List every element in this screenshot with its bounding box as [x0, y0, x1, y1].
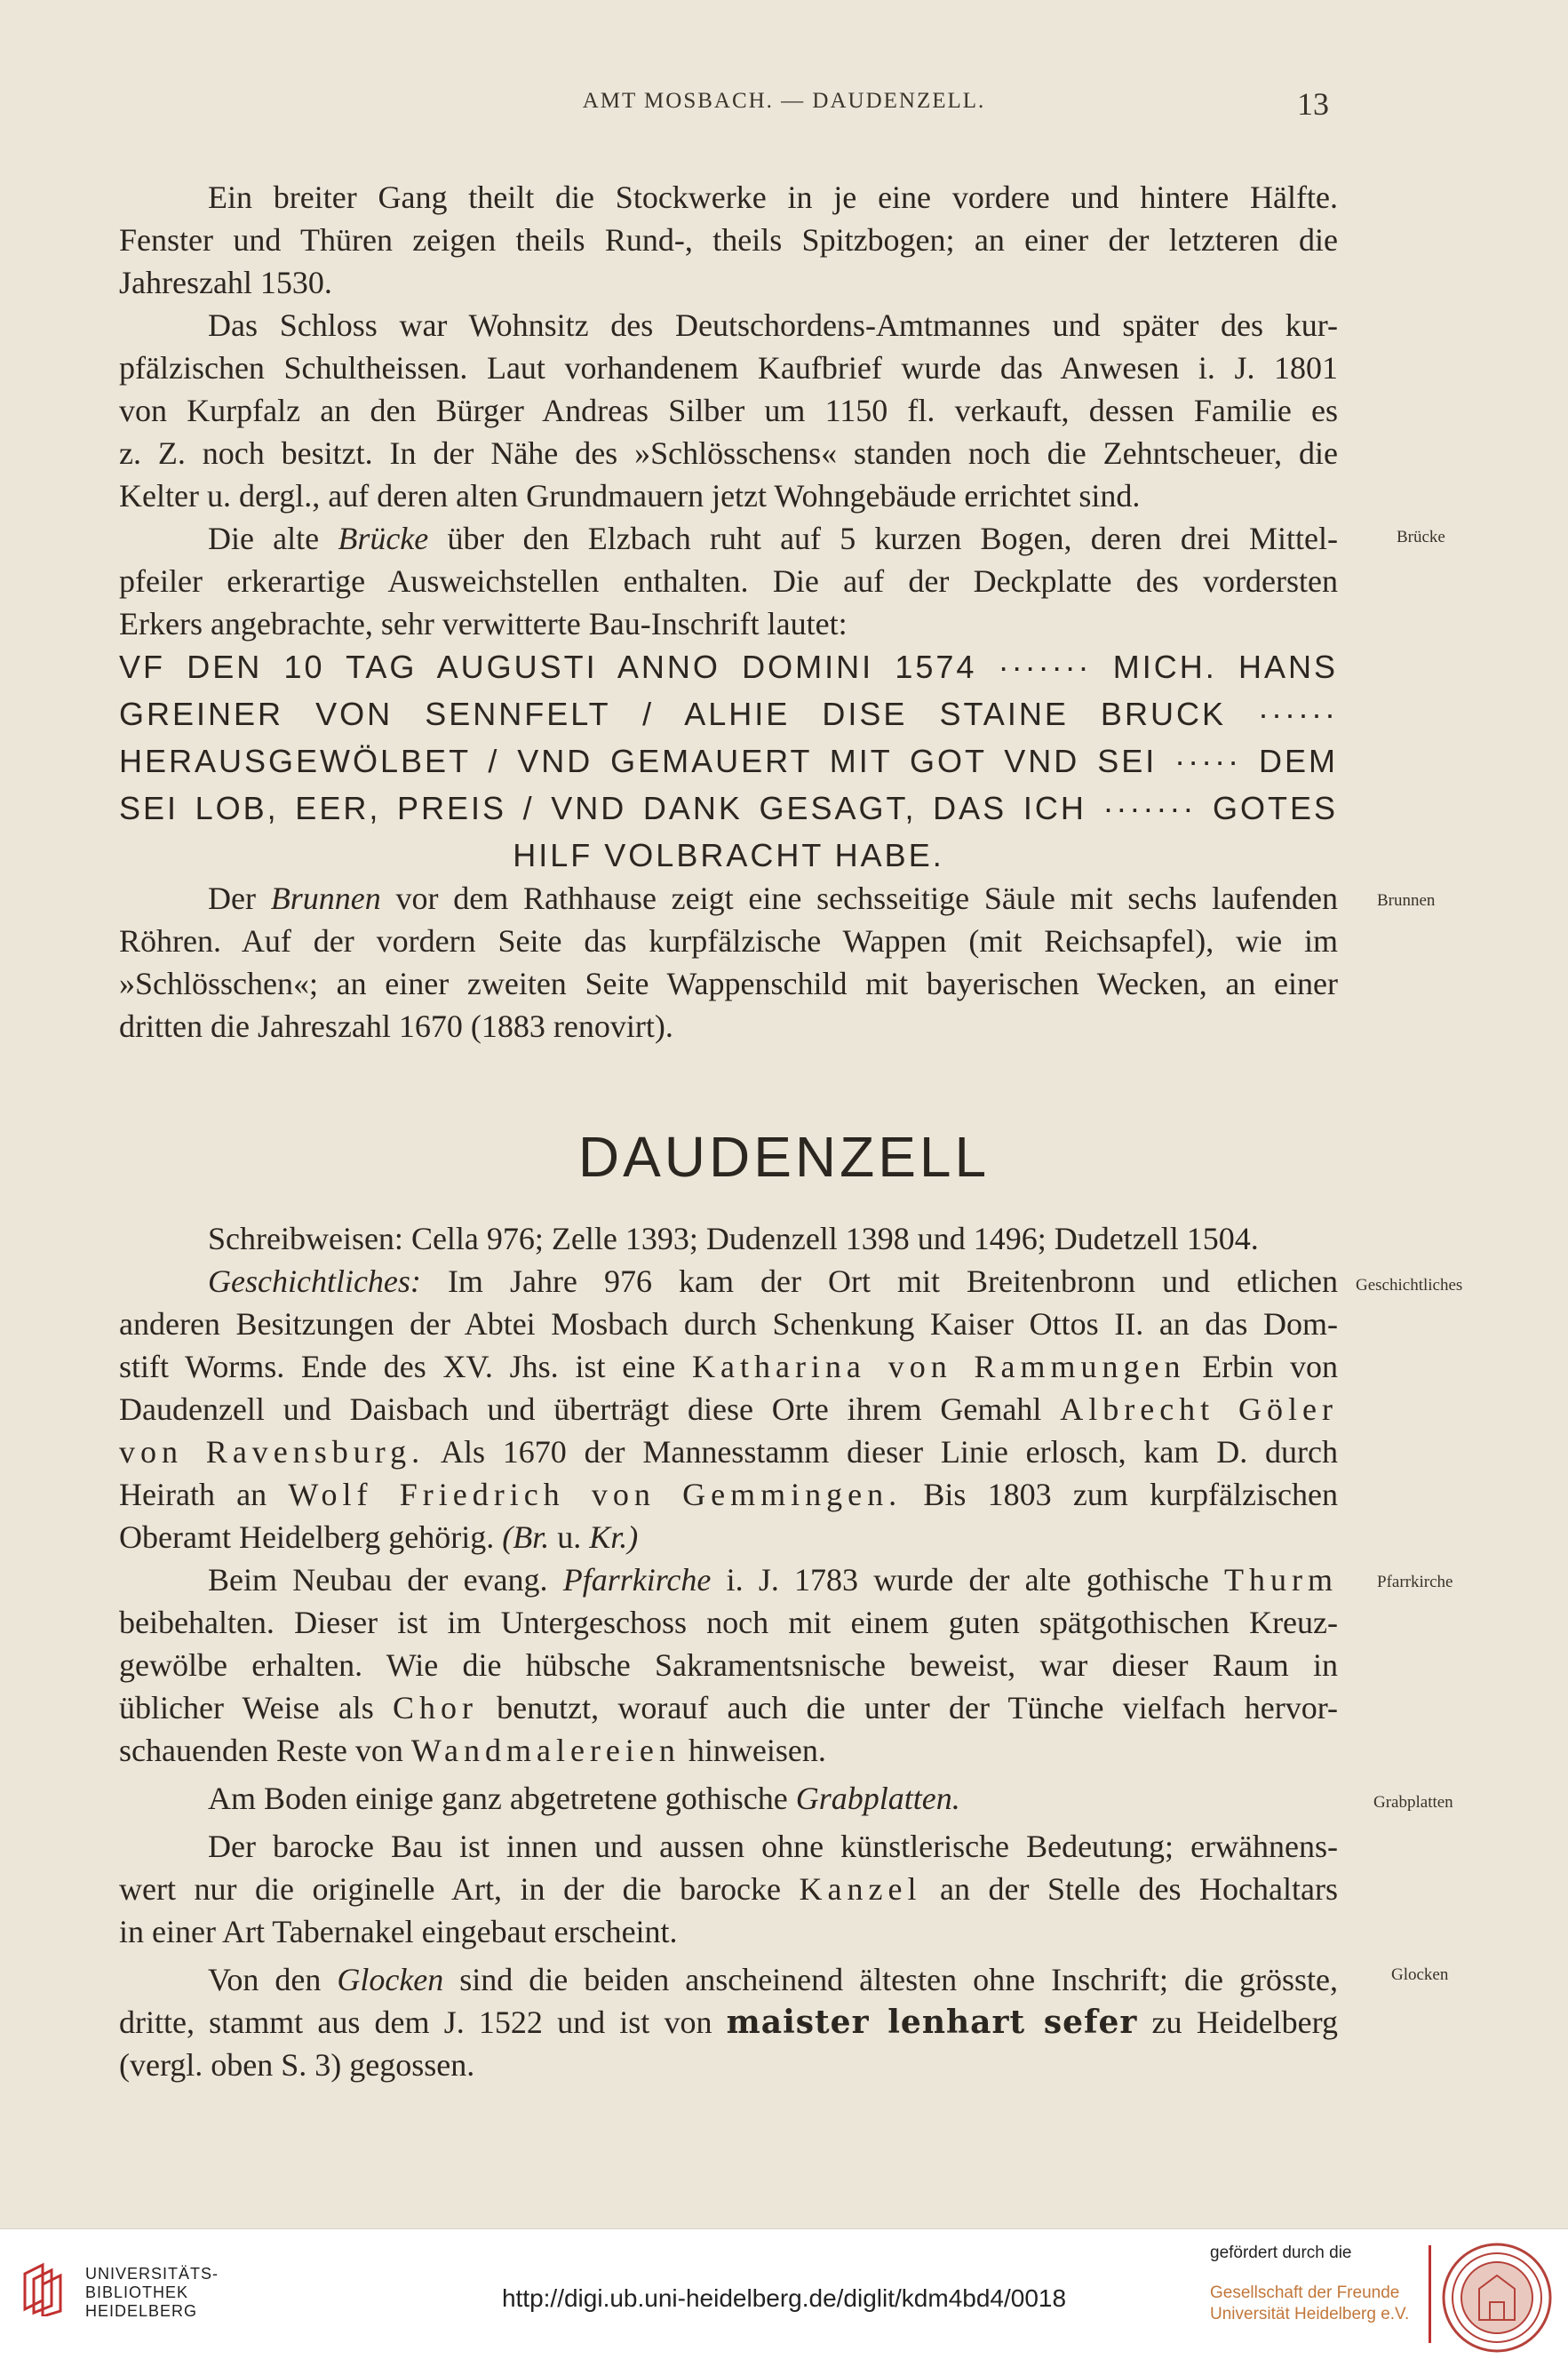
text-line: Ein breiter Gang theilt die Stockwerke in je eine vordere und hintere Hälfte. [208, 179, 1338, 215]
text-line: anderen Besitzungen der Abtei Mosbach durch Schenkung Kaiser Ottos II. an das Dom- [119, 1306, 1338, 1342]
paragraph-barock [119, 1825, 1338, 1953]
paragraph-geschichtliches [119, 1260, 1338, 1558]
emphasis-brunnen: Brunnen [270, 881, 381, 916]
margin-note-pfarrkirche: Pfarrkirche [1377, 1573, 1453, 1591]
text-run: Im Jahre 976 kam der Ort mit Breitenbronn und etlichen [420, 1263, 1338, 1299]
text-run: Der [208, 881, 271, 916]
sponsor-intro: gefördert durch die [1210, 2243, 1352, 2262]
margin-note-bruecke: Brücke [1397, 528, 1445, 546]
text-run: u. [549, 1519, 590, 1555]
divider [1429, 2245, 1431, 2343]
text-line [119, 1729, 1338, 1772]
text-line: Fenster und Thüren zeigen theils Rund-, theils Spitzbogen; an einer der letzteren die [119, 222, 1338, 258]
text-line [119, 1431, 1338, 1473]
section-title: DAUDENZELL [577, 1125, 991, 1189]
page-number: 13 [1297, 86, 1329, 122]
text-line: Der barocke Bau ist innen und aussen ohne künstlerische Bedeutung; erwähnens- [208, 1829, 1338, 1864]
text-line: z. Z. noch besitzt. In der Nähe des »Schlösschens« standen noch die Zehntscheuer, die [119, 435, 1338, 471]
spaced-name: Katharina von Rammungen [691, 1349, 1186, 1384]
sponsor-name-line: Gesellschaft der Freunde [1210, 2283, 1400, 2302]
text-run: Beim Neubau der evang. [208, 1562, 563, 1598]
text-run: Von den [208, 1962, 338, 1997]
spaced-name: von Ravensburg. [119, 1434, 426, 1470]
sponsor-name-line: Universität Heidelberg e.V. [1210, 2305, 1410, 2323]
text-line: Jahreszahl 1530. [119, 265, 332, 300]
text-run: schauenden Reste von [119, 1733, 411, 1768]
spaced-name: Chor [392, 1690, 478, 1725]
margin-note-glocken: Glocken [1391, 1965, 1449, 1984]
digitization-footer [0, 2228, 1568, 2359]
emphasis-pfarrkirche: Pfarrkirche [562, 1562, 712, 1598]
text-run: Als 1670 der Mannesstamm dieser Linie erlosch, kam D. durch [425, 1434, 1338, 1470]
paragraph-brunnen [119, 877, 1338, 1048]
blackletter-name: maister lenhart sefer [726, 2004, 1138, 2041]
text-line: von Kurpfalz an den Bürger Andreas Silber um 1150 fl. verkauft, dessen Familie es [119, 393, 1338, 428]
paragraph-schreibweisen [119, 1217, 1338, 1260]
text-run: dritte, stammt aus dem J. 1522 und ist von [119, 2004, 727, 2040]
inscription-line: SEI LOB, EER, PREIS / VND DANK GESAGT, DAS ICH ······· GOTES [119, 790, 1338, 826]
inscription-line: GREINER VON SENNFELT / ALHIE DISE STAINE BRUCK ······ [119, 696, 1338, 732]
text-line [119, 1686, 1338, 1729]
upper-text-block [119, 176, 1338, 645]
text-line: Röhren. Auf der vordern Seite das kurpfälzische Wappen (mit Reichsapfel), wie im [119, 923, 1338, 959]
university-seal-icon [1439, 2240, 1555, 2355]
spaced-name: Wolf Friedrich von Gemmingen. [288, 1477, 903, 1512]
text-line: Kelter u. dergl., auf deren alten Grundmauern jetzt Wohngebäude errichtet sind. [119, 478, 1141, 514]
text-line [119, 877, 1338, 920]
lower-text-block [119, 1217, 1338, 2086]
text-run: Heirath an [119, 1477, 289, 1512]
spaced-name: Thurm [1224, 1562, 1339, 1598]
inscription-line: HILF VOLBRACHT HABE. [513, 837, 944, 873]
paragraph-pfarrkirche [119, 1558, 1338, 1772]
text-line: gewölbe erhalten. Wie die hübsche Sakramentsnische beweist, war dieser Raum in [119, 1647, 1338, 1683]
inscription-block [119, 643, 1338, 879]
paragraph-bruecke [119, 517, 1338, 645]
emphasis: Kr.) [589, 1519, 639, 1555]
spaced-name: Kanzel [799, 1871, 922, 1907]
library-name-line: UNIVERSITÄTS- [85, 2265, 219, 2283]
text-line [119, 1558, 1338, 1601]
margin-note-brunnen: Brunnen [1377, 891, 1436, 910]
text-line [119, 1388, 1338, 1431]
emphasis-grabplatten: Grabplatten. [795, 1781, 960, 1816]
text-line [119, 1516, 1338, 1558]
text-run: Daudenzell und Daisbach und überträgt diese Orte ihrem Gemahl [119, 1391, 1061, 1427]
emphasis-geschichtliches: Geschichtliches: [208, 1263, 421, 1299]
text-run: Bis 1803 zum kurpfälzischen [902, 1477, 1338, 1512]
emphasis-bruecke: Brücke [338, 521, 429, 556]
text-run: zu Heidelberg [1137, 2004, 1338, 2040]
text-line: Das Schloss war Wohnsitz des Deutschordens-Amtmannes und später des kur- [208, 307, 1338, 343]
text-run: stift Worms. Ende des XV. Jhs. ist eine [119, 1349, 692, 1384]
text-run: Oberamt Heidelberg gehörig. [119, 1519, 503, 1555]
paragraph-glocken [119, 1958, 1338, 2086]
text-run: über den Elzbach ruht auf 5 kurzen Bogen, deren drei Mittel- [428, 521, 1338, 556]
brunnen-block [119, 877, 1338, 1048]
text-line [119, 1473, 1338, 1516]
spaced-name: Wandmalereien [410, 1733, 681, 1768]
paragraph [119, 304, 1338, 517]
text-run: Die alte [208, 521, 338, 556]
text-line: Schreibweisen: Cella 976; Zelle 1393; Dudenzell 1398 und 1496; Dudetzell 1504. [208, 1221, 1259, 1256]
text-line [119, 2001, 1338, 2044]
text-line [119, 1777, 1338, 1820]
text-line: beibehalten. Dieser ist im Untergeschoss noch mit einem guten spätgothischen Kreuz- [119, 1605, 1338, 1640]
text-run: Erbin von [1185, 1349, 1338, 1384]
text-run: benutzt, worauf auch die unter der Tünche vielfach hervor- [477, 1690, 1339, 1725]
margin-note-geschichtliches: Geschichtliches [1356, 1276, 1463, 1295]
emphasis: (Br. [502, 1519, 550, 1555]
text-line: pfeiler erkerartige Ausweichstellen enthalten. Die auf der Deckplatte des vordersten [119, 563, 1338, 599]
text-line: dritten die Jahreszahl 1670 (1883 renovirt). [119, 1008, 673, 1044]
spaced-name: Albrecht Göler [1060, 1391, 1338, 1427]
library-name-line: HEIDELBERG [85, 2302, 198, 2320]
text-run: üblicher Weise als [119, 1690, 393, 1725]
emphasis-glocken: Glocken [337, 1962, 444, 1997]
text-line: pfälzischen Schultheissen. Laut vorhandenem Kaufbrief wurde das Anwesen i. J. 1801 [119, 350, 1338, 386]
paragraph [119, 176, 1338, 304]
text-line [119, 1958, 1338, 2001]
inscription-line: HERAUSGEWÖLBET / VND GEMAUERT MIT GOT VND SEI ····· DEM [119, 743, 1338, 779]
text-line [119, 517, 1338, 560]
text-line: »Schlösschen«; an einer zweiten Seite Wappenschild mit bayerischen Wecken, an einer [119, 966, 1338, 1001]
text-run: vor dem Rathhause zeigt eine sechsseitige Säule mit sechs laufenden [380, 881, 1339, 916]
paragraph-grabplatten [119, 1777, 1338, 1820]
margin-note-grabplatten: Grabplatten [1373, 1793, 1453, 1812]
text-line [119, 1260, 1338, 1303]
text-line: in einer Art Tabernakel eingebaut erscheint. [119, 1914, 678, 1949]
text-run: hinweisen. [680, 1733, 826, 1768]
text-line: Erkers angebrachte, sehr verwitterte Bau-Inschrift lautet: [119, 606, 848, 642]
permalink-url[interactable]: http://digi.ub.uni-heidelberg.de/diglit/kdm4bd4/0018 [501, 2284, 1067, 2312]
library-name-line: BIBLIOTHEK [85, 2283, 189, 2301]
text-line: (vergl. oben S. 3) gegossen. [119, 2047, 475, 2083]
inscription-line: VF DEN 10 TAG AUGUSTI ANNO DOMINI 1574 ······· MICH. HANS [119, 649, 1338, 685]
text-line [119, 1345, 1338, 1388]
text-run: sind die beiden anscheinend ältesten ohne Inschrift; die grösste, [443, 1962, 1339, 1997]
text-line: wert nur die originelle Art, in der die barocke Kanzel an der Stelle des Hochaltars [119, 1871, 1338, 1907]
sponsor-name [1210, 2283, 1409, 2325]
text-run: Am Boden einige ganz abgetretene gothische [208, 1781, 796, 1816]
text-run: i. J. 1783 wurde der alte gothische [711, 1562, 1225, 1598]
running-title: AMT MOSBACH. — DAUDENZELL. [582, 89, 986, 113]
